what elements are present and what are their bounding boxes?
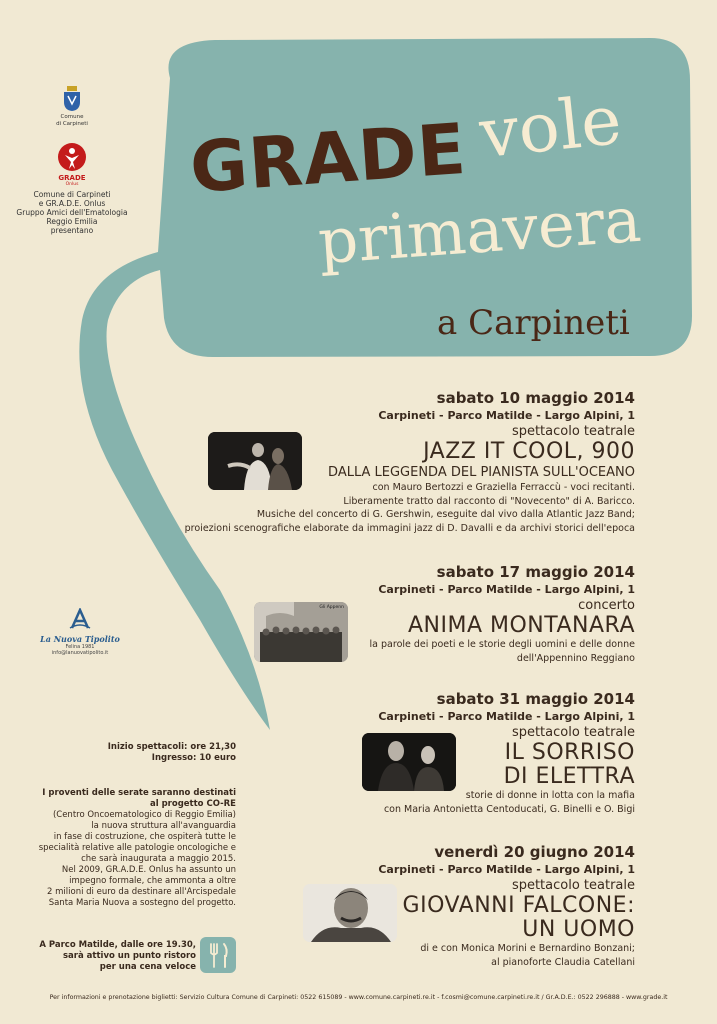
sponsor-line2: info@lanuovatipolito.it [51,650,109,656]
event-4-photo [303,884,397,942]
event-desc-line: con Mauro Bertozzi e Graziella Ferraccù - voci recitanti. [372,482,635,493]
event-date: sabato 17 maggio 2014 [436,563,635,581]
comune-logo-label: Comune di Carpineti [56,114,88,127]
event-place: Carpineti - Parco Matilde - Largo Alpini, 1 [378,710,635,723]
event-title: ANIMA MONTANARA [407,613,635,638]
event-2 [370,563,635,665]
title-grade: GRADE [187,107,470,209]
event-desc-line: Musiche del concerto di G. Gershwin, eseguite dal vivo dalla Atlantic Jazz Band; [256,509,635,520]
grade-logo-icon [57,142,87,172]
schedule-start: Inizio spettacoli: ore 21,30 [107,742,236,752]
proceeds-info [20,788,236,909]
proceeds-body: (Centro Oncoematologico di Reggio Emilia) la nuova struttura all'avanguardia in fase di costruzione, che ospiterà tutte le specialità relative alle patologie oncologiche e che sarà inaugurata a maggio 2015. Nel 2009, GR.A.D.E. Onlus ha assunto un impegno formale, che ammonta a oltre 2 milioni di euro da destinare all'Arcispedale Santa Maria Nuova a sostegno del progetto. [38,810,236,908]
event-place: Carpineti - Parco Matilde - Largo Alpini, 1 [378,863,635,876]
event-desc-line: proiezioni scenografiche elaborate da immagini jazz di D. Davalli e da archivi storici dell'epoca [184,522,635,534]
event-desc-line: con Maria Antonietta Centoducati, G. Binelli e O. Bigi [383,803,635,815]
sponsor-logo [40,608,120,656]
coat-of-arms-icon [62,86,82,112]
sponsor-logo-icon [68,608,92,630]
food-info: A Parco Matilde, dalle ore 19.30, sarà attivo un punto ristoro per una cena veloce [39,940,196,972]
event-date: venerdì 20 giugno 2014 [434,843,635,861]
event-type: spettacolo teatrale [511,878,635,893]
event-title: DI ELETTRA [503,764,635,789]
event-3-photo [362,733,456,791]
event-2-photo [254,602,348,662]
comune-logo [12,86,132,127]
sponsor-line1: Felina 1981 [65,644,95,650]
footer-contacts: Per informazioni e prenotazione biglietti: Servizio Cultura Comune di Carpineti: 0522 615089 - www.comune.carpineti.re.it - f.cosmi@comune.carpineti.re.it / Gr.A.D.E.: 0522 296888 - www.grade.it [49,994,668,1001]
event-type: spettacolo teatrale [511,424,635,439]
presenters-text: Comune di Carpineti e GR.A.D.E. Onlus Gruppo Amici dell'Ematologia Reggio Emilia presentano [16,190,128,235]
event-place: Carpineti - Parco Matilde - Largo Alpini, 1 [378,583,635,596]
event-desc-line: la parole dei poeti e le storie degli uomini e delle donne [369,639,635,650]
event-type: concerto [578,598,635,613]
event-1-photo [208,432,302,490]
event-desc-line: dell'Appennino Reggiano [516,652,635,664]
event-title: GIOVANNI FALCONE: [402,893,635,918]
event-title: IL SORRISO [504,740,635,765]
title-location: a Carpineti [437,303,630,343]
event-desc-line: storie di donne in lotta con la mafia [465,790,635,801]
sponsor-name: La Nuova Tipolito [40,634,120,644]
event-2-photo-caption: Gli Appenn [319,605,344,610]
event-title: JAZZ IT COOL, 900 [423,439,635,464]
event-4 [378,843,635,969]
grade-logo-sub: Onlus [65,182,79,187]
event-desc-line: al pianoforte Claudia Catellani [491,956,635,968]
title-vole: vole [476,80,626,175]
restaurant-icon [200,937,236,973]
event-title: UN UOMO [522,917,635,942]
event-date: sabato 10 maggio 2014 [436,389,635,407]
title-primavera: primavera [315,182,644,279]
event-subtitle: DALLA LEGGENDA DEL PIANISTA SULL'OCEANO [328,465,635,480]
schedule-entry: Ingresso: 10 euro [151,753,236,763]
grade-logo [12,142,132,187]
grade-logo-label: GRADE [58,174,86,182]
event-type: spettacolo teatrale [511,725,635,740]
event-desc-line: Liberamente tratto dal racconto di "Novecento" di A. Baricco. [343,495,635,507]
event-place: Carpineti - Parco Matilde - Largo Alpini, 1 [378,409,635,422]
proceeds-lead: I proventi delle serate saranno destinati al progetto CO-RE [42,788,236,809]
event-desc-line: di e con Monica Morini e Bernardino Bonzani; [420,943,635,954]
schedule-info [60,742,236,764]
event-date: sabato 31 maggio 2014 [436,690,635,708]
